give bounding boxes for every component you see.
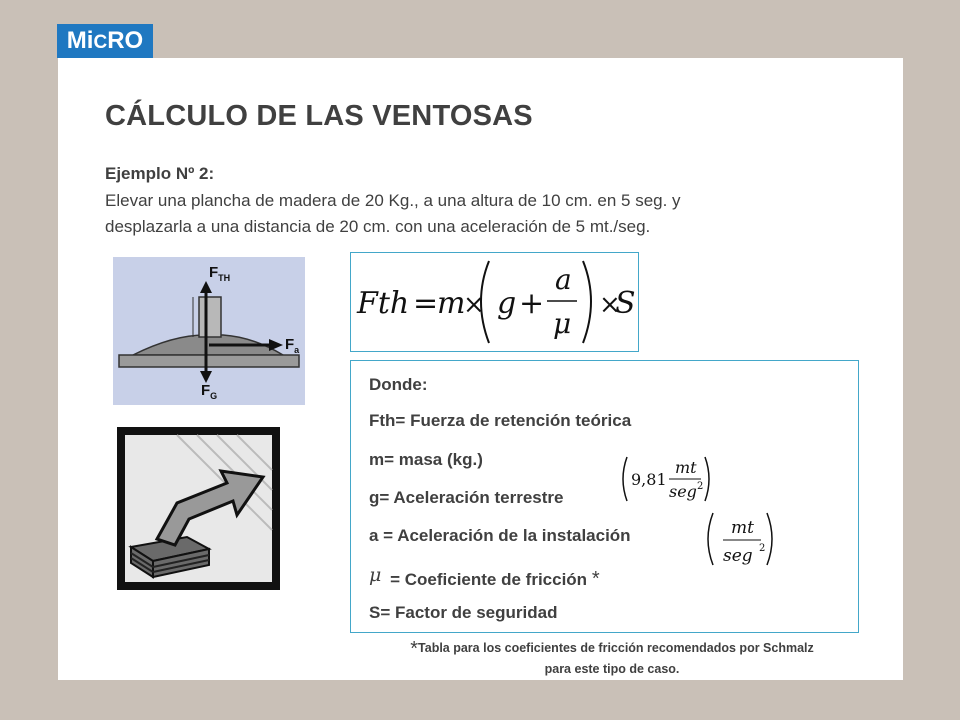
donde-label: Donde: (369, 375, 428, 394)
force-th-label: $F_{TH}$ (209, 264, 231, 283)
footnote-line-2: para este tipo de caso. (544, 662, 680, 676)
formula-plus: + (519, 286, 545, 321)
gravity-unit-den: seg (669, 482, 697, 501)
acceleration-unit-formula (701, 509, 781, 569)
definition-g: g= Aceleración terrestre (369, 488, 564, 507)
move-load-pictogram (117, 427, 280, 590)
gravity-unit-exp: 2 (697, 481, 704, 492)
suction-cup-force-diagram (113, 257, 305, 405)
definition-m: m= masa (kg.) (369, 450, 483, 469)
formula-s: S (615, 286, 636, 321)
slide-page (58, 58, 903, 680)
accel-unit-num: mt (731, 518, 754, 538)
force-g-label: $F_G$ (201, 382, 218, 401)
footnote-line-1: Tabla para los coeficientes de fricción recomendados por Schmalz (418, 641, 814, 655)
logo-text-c: C (93, 32, 108, 53)
mu-asterisk: * (591, 568, 600, 590)
gravity-unit-num: mt (675, 458, 697, 477)
example-line-2: desplazarla a una distancia de 20 cm. con una aceleración de 5 mt./seg. (105, 217, 651, 236)
definition-a: a = Aceleración de la instalación (369, 526, 631, 545)
gravity-value: 9,81 (631, 470, 667, 489)
main-formula-box (350, 252, 639, 352)
example-line-1: Elevar una plancha de madera de 20 Kg., a una altura de 10 cm. en 5 seg. y (105, 191, 681, 210)
mu-symbol: μ (369, 564, 382, 586)
force-a-label: $F_a$ (285, 336, 300, 355)
formula-equals: = (413, 286, 439, 321)
formula-denominator: μ (553, 307, 572, 340)
slide-title: CÁLCULO DE LAS VENTOSAS (105, 100, 533, 132)
formula-g: g (497, 286, 517, 321)
formula-times-1: × (463, 290, 485, 320)
definitions-box (350, 360, 859, 633)
mu-definition-text: = Coeficiente de fricción (390, 570, 588, 589)
formula-lhs: Fth (357, 286, 410, 321)
definition-s: S= Factor de seguridad (369, 603, 558, 622)
example-description (105, 188, 845, 240)
footnote-asterisk: * (410, 638, 419, 660)
formula-numerator: a (555, 263, 572, 296)
example-heading: Ejemplo Nº 2: (105, 164, 215, 183)
logo-text-mi: Mi (66, 27, 94, 54)
definition-fth: Fth= Fuerza de retención teórica (369, 411, 632, 430)
micro-logo (57, 24, 153, 58)
accel-unit-exp: 2 (759, 543, 766, 554)
gravity-value-formula (617, 453, 713, 505)
logo-text-ro: RO (107, 27, 144, 54)
formula-times-2: × (599, 290, 621, 320)
definition-mu (369, 564, 600, 591)
friction-footnote (354, 638, 870, 679)
accel-unit-den: seg (723, 546, 753, 566)
formula-m: m (437, 286, 466, 321)
